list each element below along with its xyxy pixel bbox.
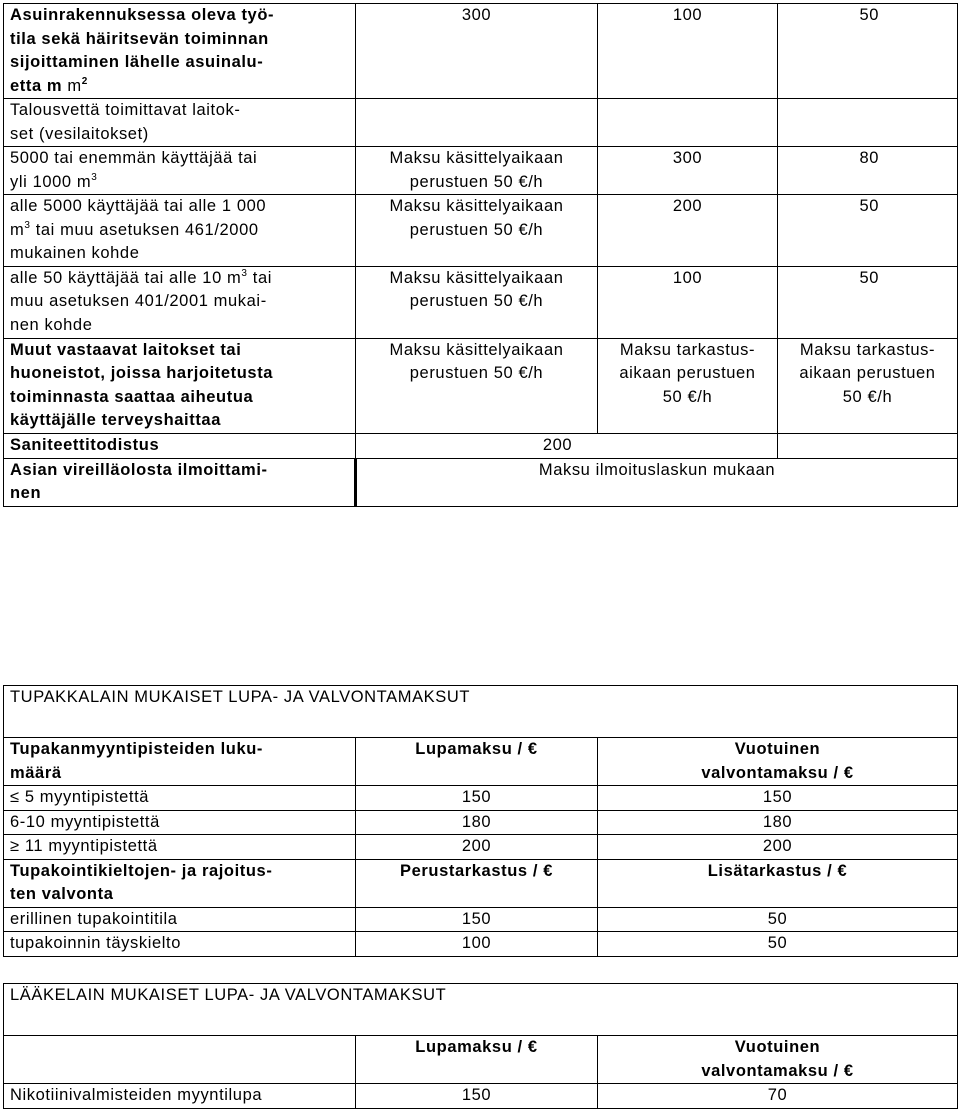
cell-line: Maksu käsittelyaikaan [389, 197, 564, 215]
table-row [4, 433, 958, 458]
cell-value: 200 [598, 835, 958, 860]
cell-line: 50 €/h [662, 387, 713, 406]
column-header [4, 859, 356, 907]
label-line: tila sekä häiritsevän toiminnan [10, 29, 269, 48]
table-row [4, 99, 958, 147]
cell-line: Maksu käsittelyaikaan [389, 149, 564, 167]
row-label [4, 195, 356, 267]
cell-value: 300 [598, 147, 778, 195]
label-line: Muut vastaavat laitokset tai [10, 340, 242, 359]
superscript: 2 [81, 75, 88, 87]
fee-table-top [3, 3, 958, 507]
header-line: Tupakointikieltojen- ja rajoitus- [10, 861, 273, 880]
column-header [598, 1036, 958, 1084]
row-label: erillinen tupakointitila [4, 907, 356, 932]
cell-value: 100 [598, 4, 778, 99]
cell-line: perustuen 50 €/h [409, 292, 544, 310]
row-label [4, 338, 356, 433]
label-line: nen [10, 484, 42, 502]
table-row [4, 932, 958, 957]
label-line: yli 1000 m [10, 172, 92, 191]
table-row [4, 810, 958, 835]
column-header: Lisätarkastus / € [598, 859, 958, 907]
cell-value: Maksu ilmoituslaskun mukaan [356, 458, 958, 506]
row-label: Asuinrakennuksessa oleva työ- tila sekä häiritsevän toiminnan sijoittaminen lähelle asuinalu- etta m $m^2$ [4, 4, 356, 99]
cell-line: 50 €/h [842, 387, 893, 406]
row-label: ≤ 5 myyntipistettä [4, 786, 356, 811]
cell-value: 180 [598, 810, 958, 835]
row-label [4, 99, 356, 147]
label-line: alle 5000 käyttäjää tai alle 1 000 [10, 197, 267, 215]
column-header [598, 738, 958, 786]
cell-value: 100 [356, 932, 598, 957]
cell-value: 50 [598, 932, 958, 957]
header-line: Vuotuinen [734, 1038, 821, 1056]
header-line: määrä [10, 763, 62, 782]
table-row [4, 1036, 958, 1084]
cell-value [356, 195, 598, 267]
table-row [4, 859, 958, 907]
table-row [4, 1084, 958, 1109]
header-line: Tupakanmyyntipisteiden luku- [10, 740, 264, 758]
table-row [4, 738, 958, 786]
label-line: tai [247, 268, 272, 287]
label-line: alle 50 käyttäjää tai alle 10 m [10, 268, 242, 287]
label-line: Asian vireilläolosta ilmoittami- [10, 460, 268, 479]
row-label [4, 458, 356, 506]
cell-value: 200 [598, 195, 778, 267]
label-line: käyttäjälle terveyshaittaa [10, 411, 221, 429]
cell-value [356, 433, 778, 458]
table-row [4, 147, 958, 195]
cell-value: 150 [356, 907, 598, 932]
cell-value [356, 266, 598, 338]
cell-value: 300 [356, 4, 598, 99]
table-row [4, 338, 958, 433]
table-row [4, 195, 958, 267]
cell-empty [598, 99, 778, 147]
row-label [4, 266, 356, 338]
label-line: mukainen kohde [10, 244, 140, 262]
table-row [4, 907, 958, 932]
cell-empty [778, 99, 958, 147]
cell-value: 100 [598, 266, 778, 338]
label-line: Asuinrakennuksessa oleva työ- [10, 6, 275, 24]
table-row [4, 835, 958, 860]
fee-table-medicine [3, 983, 958, 1109]
cell-value: 70 [598, 1084, 958, 1109]
header-line: ten valvonta [10, 885, 114, 903]
label-line: sijoittaminen lähelle asuinalu- [10, 53, 264, 71]
label-line: tai muu asetuksen 461/2000 [30, 220, 259, 239]
cell-value [356, 338, 598, 433]
cell-line: Maksu käsittelyaikaan [389, 340, 564, 359]
label-line: set (vesilaitokset) [10, 124, 149, 143]
row-label: Saniteettitodistus [4, 433, 356, 458]
row-label: 6-10 myyntipistettä [4, 810, 356, 835]
column-header: Lupamaksu / € [356, 1036, 598, 1084]
column-header: Perustarkastus / € [356, 859, 598, 907]
label-line: etta m [10, 76, 63, 95]
cell-empty [4, 1036, 356, 1084]
table-row [4, 984, 958, 1036]
cell-value: 150 [598, 786, 958, 811]
label-line: Talousvettä toimittavat laitok- [10, 101, 241, 119]
row-label: tupakoinnin täyskielto [4, 932, 356, 957]
row-label: Nikotiinivalmisteiden myyntilupa [4, 1084, 356, 1109]
section-title: LÄÄKELAIN MUKAISET LUPA- JA VALVONTAMAKSUT [4, 984, 958, 1036]
cell-line: Maksu tarkastus- [799, 340, 936, 359]
label-line: huoneistot, joissa harjoitetusta [10, 364, 274, 382]
superscript: 3 [24, 219, 31, 231]
header-line: valvontamaksu / € [701, 1061, 854, 1080]
header-line: valvontamaksu / € [701, 763, 854, 782]
label-line: muu asetuksen 401/2001 mukai- [10, 292, 267, 310]
label-line: 5000 tai enemmän käyttäjää tai [10, 149, 258, 167]
table-row [4, 786, 958, 811]
row-label: ≥ 11 myyntipistettä [4, 835, 356, 860]
row-label [4, 147, 356, 195]
column-header [4, 738, 356, 786]
fee-table-tobacco [3, 685, 958, 957]
cell-value [356, 147, 598, 195]
section-title: TUPAKKALAIN MUKAISET LUPA- JA VALVONTAMAKSUT [4, 686, 958, 738]
cell-value: 50 [598, 907, 958, 932]
label-line: m [10, 220, 25, 239]
table-row [4, 266, 958, 338]
label-line: nen kohde [10, 315, 93, 334]
cell-empty [356, 99, 598, 147]
cell-line: aikaan perustuen [619, 364, 756, 382]
superscript: 3 [241, 267, 248, 279]
label-line: toiminnasta saattaa aiheutua [10, 387, 254, 406]
cell-empty [778, 433, 958, 458]
cell-value: 50 [778, 195, 958, 267]
cell-value: 50 [778, 4, 958, 99]
table-row [4, 458, 958, 506]
table-row [4, 686, 958, 738]
cell-line: 200 [542, 435, 573, 454]
cell-value: 80 [778, 147, 958, 195]
column-header: Lupamaksu / € [356, 738, 598, 786]
cell-line: perustuen 50 €/h [409, 172, 544, 191]
cell-line: aikaan perustuen [799, 364, 936, 382]
header-line: Vuotuinen [734, 740, 821, 758]
cell-value: 150 [356, 1084, 598, 1109]
cell-value: 50 [778, 266, 958, 338]
cell-line: perustuen 50 €/h [409, 220, 544, 239]
cell-line: perustuen 50 €/h [409, 364, 544, 382]
superscript: 3 [91, 171, 98, 183]
cell-value: 180 [356, 810, 598, 835]
cell-value [598, 338, 778, 433]
cell-value: 150 [356, 786, 598, 811]
table-row [4, 4, 958, 99]
cell-line: Maksu tarkastus- [619, 340, 756, 359]
cell-value: 200 [356, 835, 598, 860]
cell-value [778, 338, 958, 433]
cell-line: Maksu käsittelyaikaan [389, 268, 564, 287]
